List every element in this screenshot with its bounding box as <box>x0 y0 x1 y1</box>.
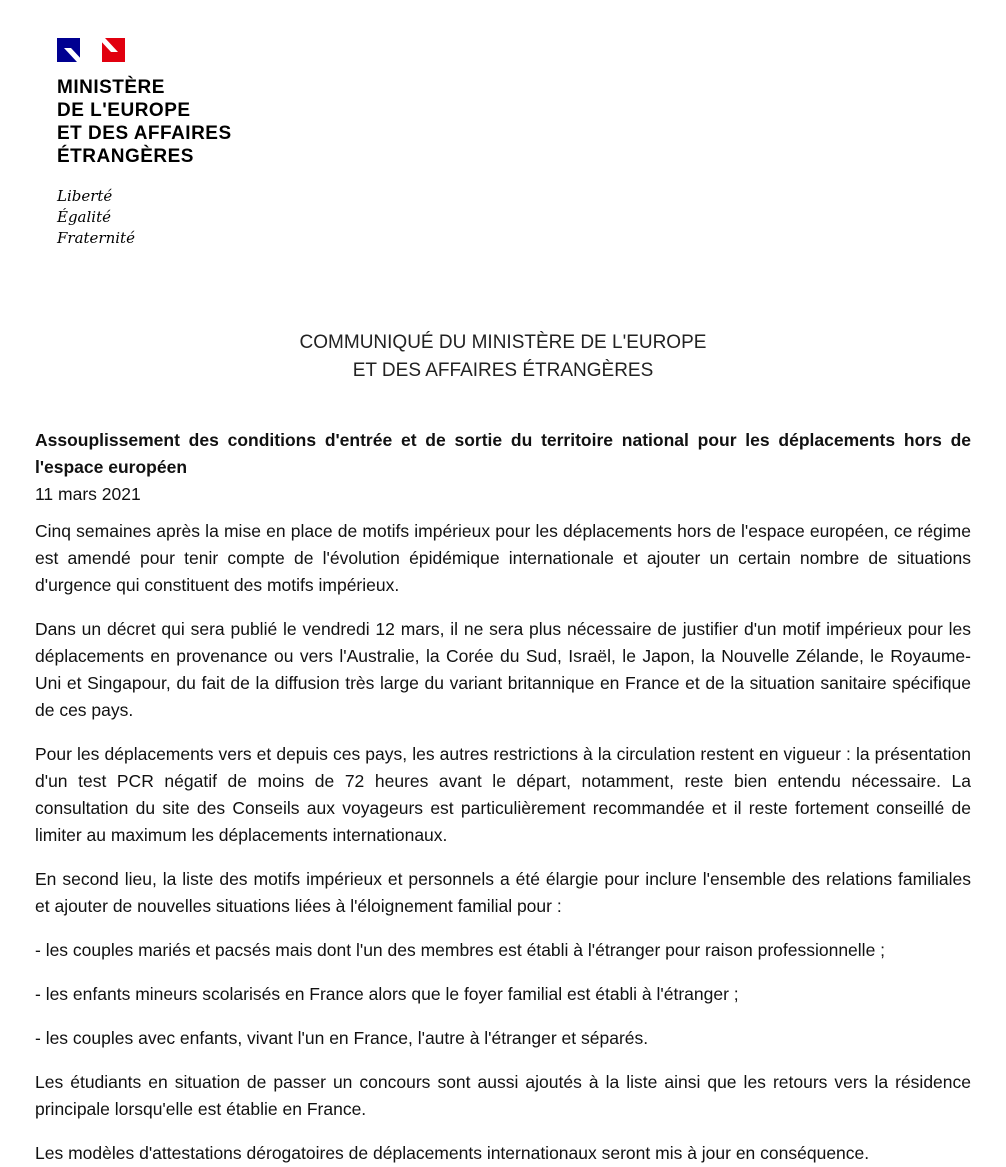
french-flag-icon <box>57 38 125 62</box>
ministry-logo <box>57 38 971 249</box>
list-item-paragraph: - les enfants mineurs scolarisés en France alors que le foyer familial est établi à l'étranger ; <box>35 984 739 1004</box>
ministry-name-line: ÉTRANGÈRES <box>57 146 194 167</box>
ministry-name-line: ET DES AFFAIRES <box>57 123 232 144</box>
release-date: 11 mars 2021 <box>35 484 141 504</box>
paragraph: Dans un décret qui sera publié le vendredi 12 mars, il ne sera plus nécessaire de justifier d'un motif impérieux pour les déplacements en provenance ou vers l'Australie, la Corée du Sud, Israël, le Japon, la Nouvelle Zélande, le Royaume-Uni et Singapour, du fait de la diffusion très large du variant britannique en France et de la situation sanitaire spécifique de ces pays. <box>35 619 971 720</box>
communique-title-line: ET DES AFFAIRES ÉTRANGÈRES <box>352 360 654 381</box>
paragraph: En second lieu, la liste des motifs impérieux et personnels a été élargie pour inclure l'ensemble des relations familiales et ajouter de nouvelles situations liées à l'éloignement familial pour : <box>35 869 971 916</box>
republic-motto <box>57 186 971 249</box>
motto-line: Fraternité <box>57 229 135 247</box>
motto-line: Liberté <box>57 187 113 205</box>
paragraph: Les modèles d'attestations dérogatoires de déplacements internationaux seront mis à jour en conséquence. <box>35 1143 870 1163</box>
paragraph: Cinq semaines après la mise en place de motifs impérieux pour les déplacements hors de l'espace européen, ce régime est amendé pour tenir compte de l'évolution épidémique internationale et ajouter un certain nombre de situations d'urgence qui constituent des motifs impérieux. <box>35 521 971 595</box>
press-release-body <box>35 427 971 1167</box>
ministry-name-line: DE L'EUROPE <box>57 100 191 121</box>
paragraph: Pour les déplacements vers et depuis ces pays, les autres restrictions à la circulation restent en vigueur : la présentation d'un test PCR négatif de moins de 72 heures avant le départ, notamment, reste bien entendu nécessaire. La consultation du site des Conseils aux voyageurs est particulièrement recommandée et il reste fortement conseillé de limiter au maximum les déplacements internationaux. <box>35 744 971 845</box>
motto-line: Égalité <box>57 208 111 226</box>
ministry-name-line: MINISTÈRE <box>57 77 165 98</box>
ministry-name <box>57 76 971 168</box>
communique-title <box>35 329 971 385</box>
list-item-paragraph: - les couples avec enfants, vivant l'un en France, l'autre à l'étranger et séparés. <box>35 1028 649 1048</box>
list-item-paragraph: - les couples mariés et pacsés mais dont l'un des membres est établi à l'étranger pour raison professionnelle ; <box>35 940 886 960</box>
release-heading: Assouplissement des conditions d'entrée et de sortie du territoire national pour les déplacements hors de l'espace européen <box>35 430 971 477</box>
paragraph: Les étudiants en situation de passer un concours sont aussi ajoutés à la liste ainsi que les retours vers la résidence principale lorsqu'elle est établie en France. <box>35 1072 971 1119</box>
communique-title-line: COMMUNIQUÉ DU MINISTÈRE DE L'EUROPE <box>299 332 707 353</box>
